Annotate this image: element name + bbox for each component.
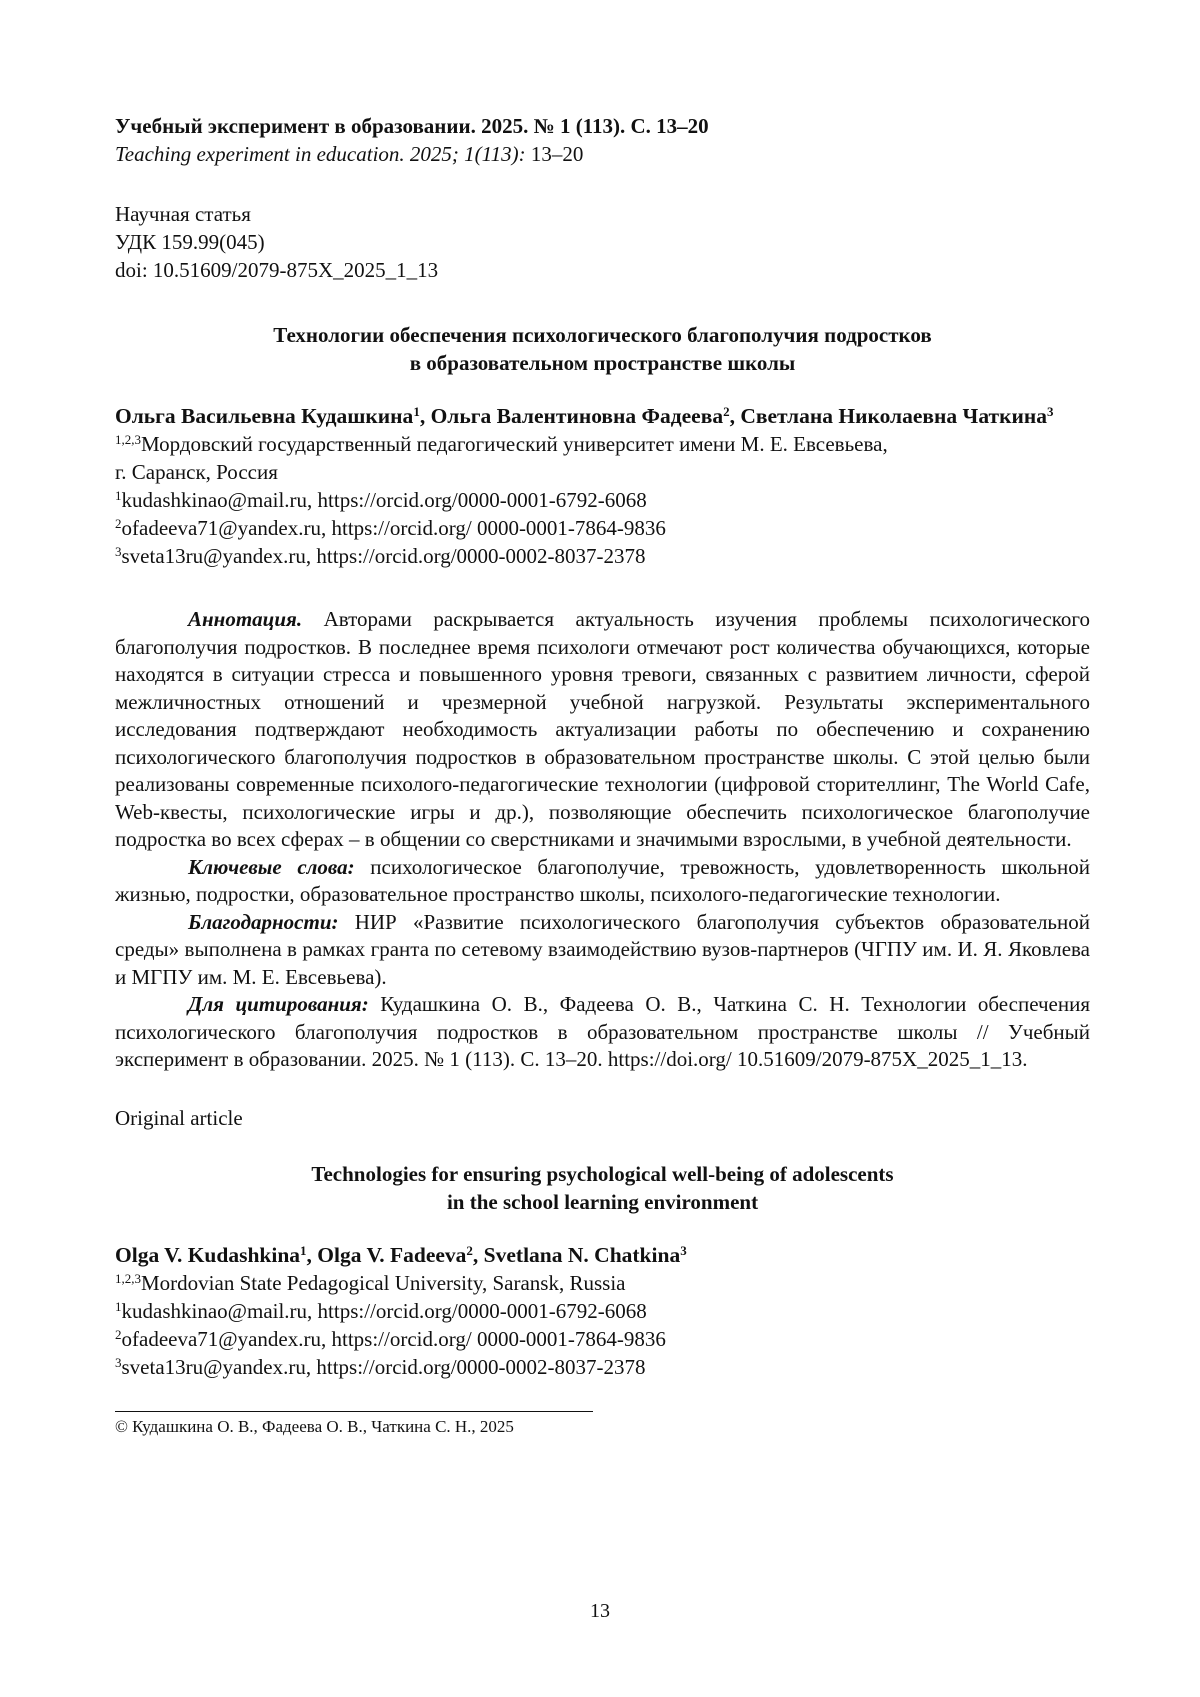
author-en-1: Olga V. Kudashkina — [115, 1242, 301, 1267]
author-separator: , — [729, 404, 741, 428]
contact-ru-3-text: sveta13ru@yandex.ru, https://orcid.org/0000-0002-8037-2378 — [121, 544, 646, 568]
acknowledgements-ru — [115, 909, 1090, 992]
doi-ru: doi: 10.51609/2079-875X_2025_1_13 — [115, 258, 439, 282]
author-ru-1-sup: 1 — [413, 404, 420, 419]
abstract-ru — [115, 606, 1090, 854]
contact-ru-3 — [115, 542, 1090, 570]
authors-en — [115, 1242, 1090, 1269]
author-separator: , — [306, 1242, 318, 1267]
contact-ru-2-sup: 2 — [115, 516, 122, 531]
affiliation-ru-text: Мордовский государственный педагогический университет имени М. Е. Евсевьева, — [141, 432, 888, 456]
journal-citation-ru: Учебный эксперимент в образовании. 2025. № 1 (113). С. 13–20 — [115, 114, 709, 138]
acknowledgements-text: НИР «Развитие психологического благополучия субъектов образовательной среды» выполнена в рамках гранта по сетевому взаимодействию вузов-партнеров (ЧГПУ им. И. Я. Яковлева и МГПУ им. М. Е. Евсевьева). — [115, 909, 1090, 989]
author-ru-3: Светлана Николаевна Чаткина — [740, 404, 1047, 428]
author-ru-2-sup: 2 — [723, 404, 730, 419]
author-en-3: Svetlana N. Chatkina — [483, 1242, 681, 1267]
keywords-label: Ключевые слова: — [188, 854, 355, 879]
keywords-text: психологическое благополучие, тревожность, удовлетворенность школьной жизнью, подростки, образовательное пространство школы, психолого-педагогические технологии. — [115, 854, 1090, 906]
title-en-line-1: Technologies for ensuring psychological well-being of adolescents — [311, 1161, 894, 1186]
authors-ru — [115, 403, 1090, 430]
affiliation-ru-line-2: г. Саранск, Россия — [115, 460, 278, 484]
contact-ru-2 — [115, 514, 1090, 542]
contact-ru-2-text: ofadeeva71@yandex.ru, https://orcid.org/ 0000-0001-7864-9836 — [121, 516, 666, 540]
author-separator: , — [472, 1242, 484, 1267]
title-en-line-2: in the school learning environment — [446, 1189, 759, 1214]
contact-ru-1-text: kudashkinao@mail.ru, https://orcid.org/0000-0001-6792-6068 — [121, 488, 647, 512]
affiliation-ru-sup: 1,2,3 — [115, 432, 141, 447]
author-ru-1: Ольга Васильевна Кудашкина — [115, 404, 414, 428]
citation-label: Для цитирования: — [188, 992, 369, 1016]
contact-en-2-text: ofadeeva71@yandex.ru, https://orcid.org/ 0000-0001-7864-9836 — [121, 1326, 666, 1351]
acknowledgements-label: Благодарности: — [188, 909, 339, 934]
journal-citation-en — [115, 140, 1090, 168]
author-en-2: Olga V. Fadeeva — [317, 1242, 467, 1267]
page-content — [115, 112, 1090, 1438]
footnote-divider — [115, 1411, 593, 1412]
affiliation-ru-line-1 — [115, 430, 1090, 458]
journal-citation-en-pages: 13–20 — [525, 142, 584, 166]
contact-en-3-sup: 3 — [115, 1354, 122, 1370]
author-en-3-sup: 3 — [680, 1242, 687, 1258]
page-number: 13 — [590, 1600, 610, 1622]
citation-ru — [115, 991, 1090, 1074]
article-type-ru: Научная статья — [115, 202, 251, 226]
affiliation-en — [115, 1269, 1090, 1297]
contact-ru-1-sup: 1 — [115, 488, 122, 503]
contact-ru-1 — [115, 486, 1090, 514]
contact-en-3 — [115, 1353, 1090, 1381]
journal-citation-en-italic: Teaching experiment in education. 2025; 1(113): — [115, 142, 526, 166]
abstract-text: Авторами раскрывается актуальность изучения проблемы психологического благополучия подростков. В последнее время психологи отмечают рост количества обучающихся, которые находятся в ситуации стресса и повышенного уровня тревоги, связанных с развитием личности, сферой межличностных отношений и чрезмерной учебной нагрузкой. Результаты экспериментального исследования подтверждают необходимость актуализации работы по обеспечению и сохранению психологического благополучия подростков в образовательном пространстве школы. С этой целью были реализованы современные психолого-педагогические технологии (цифровой сторителлинг, The World Cafe, Web-квесты, психологические игры и др.), позволяющие обеспечить психологическое благополучие подростка во всех сферах – в общении со сверстниками и значимыми взрослыми, в учебной деятельности. — [115, 607, 1090, 851]
contact-en-2-sup: 2 — [115, 1326, 122, 1342]
author-en-1-sup: 1 — [300, 1242, 307, 1258]
author-separator: , — [419, 404, 431, 428]
abstract-label: Аннотация. — [188, 607, 303, 631]
affiliation-en-text: Mordovian State Pedagogical University, Saransk, Russia — [141, 1270, 626, 1295]
keywords-ru — [115, 854, 1090, 909]
contact-en-1-sup: 1 — [115, 1298, 122, 1314]
contact-en-3-text: sveta13ru@yandex.ru, https://orcid.org/0000-0002-8037-2378 — [121, 1354, 646, 1379]
contact-en-1 — [115, 1297, 1090, 1325]
title-ru-line-1: Технологии обеспечения психологического благополучия подростков — [273, 323, 932, 347]
author-ru-2: Ольга Валентиновна Фадеева — [430, 404, 724, 428]
contact-ru-3-sup: 3 — [115, 544, 122, 559]
udc-code: УДК 159.99(045) — [115, 230, 265, 254]
citation-text: Кудашкина О. В., Фадеева О. В., Чаткина С. Н. Технологии обеспечения психологического благополучия подростков в образовательном пространстве школы // Учебный эксперимент в образовании. 2025. № 1 (113). С. 13–20. https://doi.org/ 10.51609/2079-875X_2025_1_13. — [115, 992, 1091, 1071]
contact-en-2 — [115, 1325, 1090, 1353]
title-ru-line-2: в образовательном пространстве школы — [409, 351, 796, 375]
affiliation-en-sup: 1,2,3 — [115, 1270, 141, 1286]
author-ru-3-sup: 3 — [1046, 404, 1054, 419]
author-en-2-sup: 2 — [466, 1242, 473, 1258]
copyright-footnote: © Кудашкина О. В., Фадеева О. В., Чаткина С. Н., 2025 — [115, 1416, 514, 1436]
article-type-en: Original article — [115, 1105, 243, 1130]
contact-en-1-text: kudashkinao@mail.ru, https://orcid.org/0000-0001-6792-6068 — [121, 1298, 647, 1323]
